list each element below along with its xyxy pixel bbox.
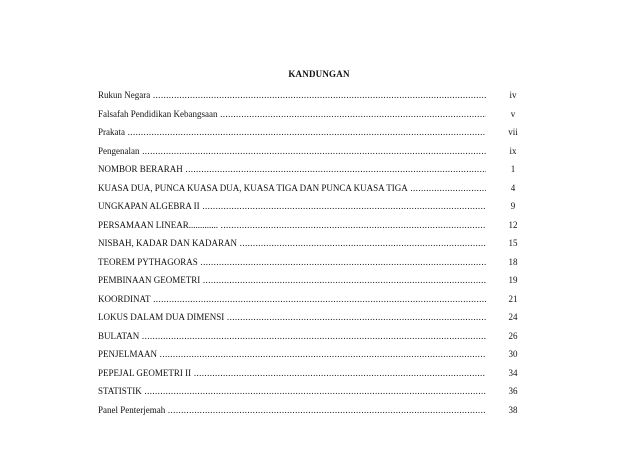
toc-entry-page-number: ix	[509, 145, 517, 156]
toc-entry-label: NOMBOR BERARAH .....	[98, 160, 486, 179]
toc-entry	[98, 86, 528, 105]
toc-entry-page-number: 34	[508, 367, 518, 378]
toc-entry-page-number: 38	[508, 404, 518, 415]
toc-entry-page-number: 24	[508, 312, 518, 322]
toc-entry-label: STATISTIK .....	[98, 382, 486, 401]
toc-entry	[98, 271, 528, 290]
toc-entry-page-number: 4	[510, 182, 516, 193]
toc-entry-label: PEPEJAL GEOMETRI II .....	[98, 364, 486, 383]
toc-entry-label: Panel Penterjemah .....	[98, 401, 486, 420]
toc-entry-label: Falsafah Pendidikan Kebangsaan .....	[98, 105, 486, 124]
toc-entry-page-number: 9	[510, 201, 516, 211]
toc-entry-page-number: iv	[509, 90, 517, 100]
toc-entry	[98, 234, 528, 253]
toc-entry-label: LOKUS DALAM DUA DIMENSI .....	[98, 308, 486, 327]
toc-entry	[98, 327, 528, 346]
toc-entry-label: PERSAMAAN LINEAR............. .....	[98, 216, 486, 235]
toc-entry	[98, 308, 528, 327]
toc-entry	[98, 105, 528, 124]
toc-entry-label: NISBAH, KADAR DAN KADARAN .....	[98, 234, 486, 253]
toc-entry	[98, 142, 528, 161]
toc-entry-page-number: 15	[508, 238, 518, 248]
toc-entry	[98, 160, 528, 179]
toc-entry-label: PEMBINAAN GEOMETRI .....	[98, 271, 486, 290]
toc-entry-page-number: 19	[508, 275, 518, 285]
toc-entry-page-number: v	[510, 108, 516, 119]
toc-entry-page-number: 21	[508, 293, 518, 304]
toc-entry	[98, 197, 528, 216]
toc-entry	[98, 123, 528, 142]
toc-entry-page-number: 30	[508, 349, 518, 359]
toc-entry	[98, 216, 528, 235]
toc-entry-page-number: 26	[508, 330, 518, 341]
toc-entry-page-number: 18	[508, 256, 518, 267]
toc-entry-page-number: 1	[510, 164, 516, 174]
toc-entry-label: PENJELMAAN .....	[98, 345, 486, 364]
toc-entry-label: KUASA DUA, PUNCA KUASA DUA, KUASA TIGA DAN PUNCA KUASA TIGA .....	[98, 179, 486, 198]
table-of-contents	[98, 86, 528, 419]
page-title: KANDUNGAN	[288, 69, 350, 79]
toc-entry-label: BULATAN .....	[98, 327, 486, 346]
toc-entry	[98, 364, 528, 383]
toc-entry	[98, 382, 528, 401]
toc-entry-page-number: 36	[508, 386, 518, 396]
toc-entry	[98, 253, 528, 272]
toc-entry-label: KOORDINAT .....	[98, 290, 486, 309]
toc-entry-label: Pengenalan .....	[98, 142, 486, 161]
toc-entry	[98, 401, 528, 420]
toc-entry-label: Prakata .....	[98, 123, 486, 142]
toc-entry-label: TEOREM PYTHAGORAS .....	[98, 253, 486, 272]
toc-entry	[98, 290, 528, 309]
toc-entry	[98, 345, 528, 364]
toc-entry-page-number: vii	[508, 127, 518, 137]
toc-entry-label: Rukun Negara .....	[98, 86, 486, 105]
toc-entry-page-number: 12	[508, 219, 518, 230]
toc-entry	[98, 179, 528, 198]
toc-entry-label: UNGKAPAN ALGEBRA II .....	[98, 197, 486, 216]
